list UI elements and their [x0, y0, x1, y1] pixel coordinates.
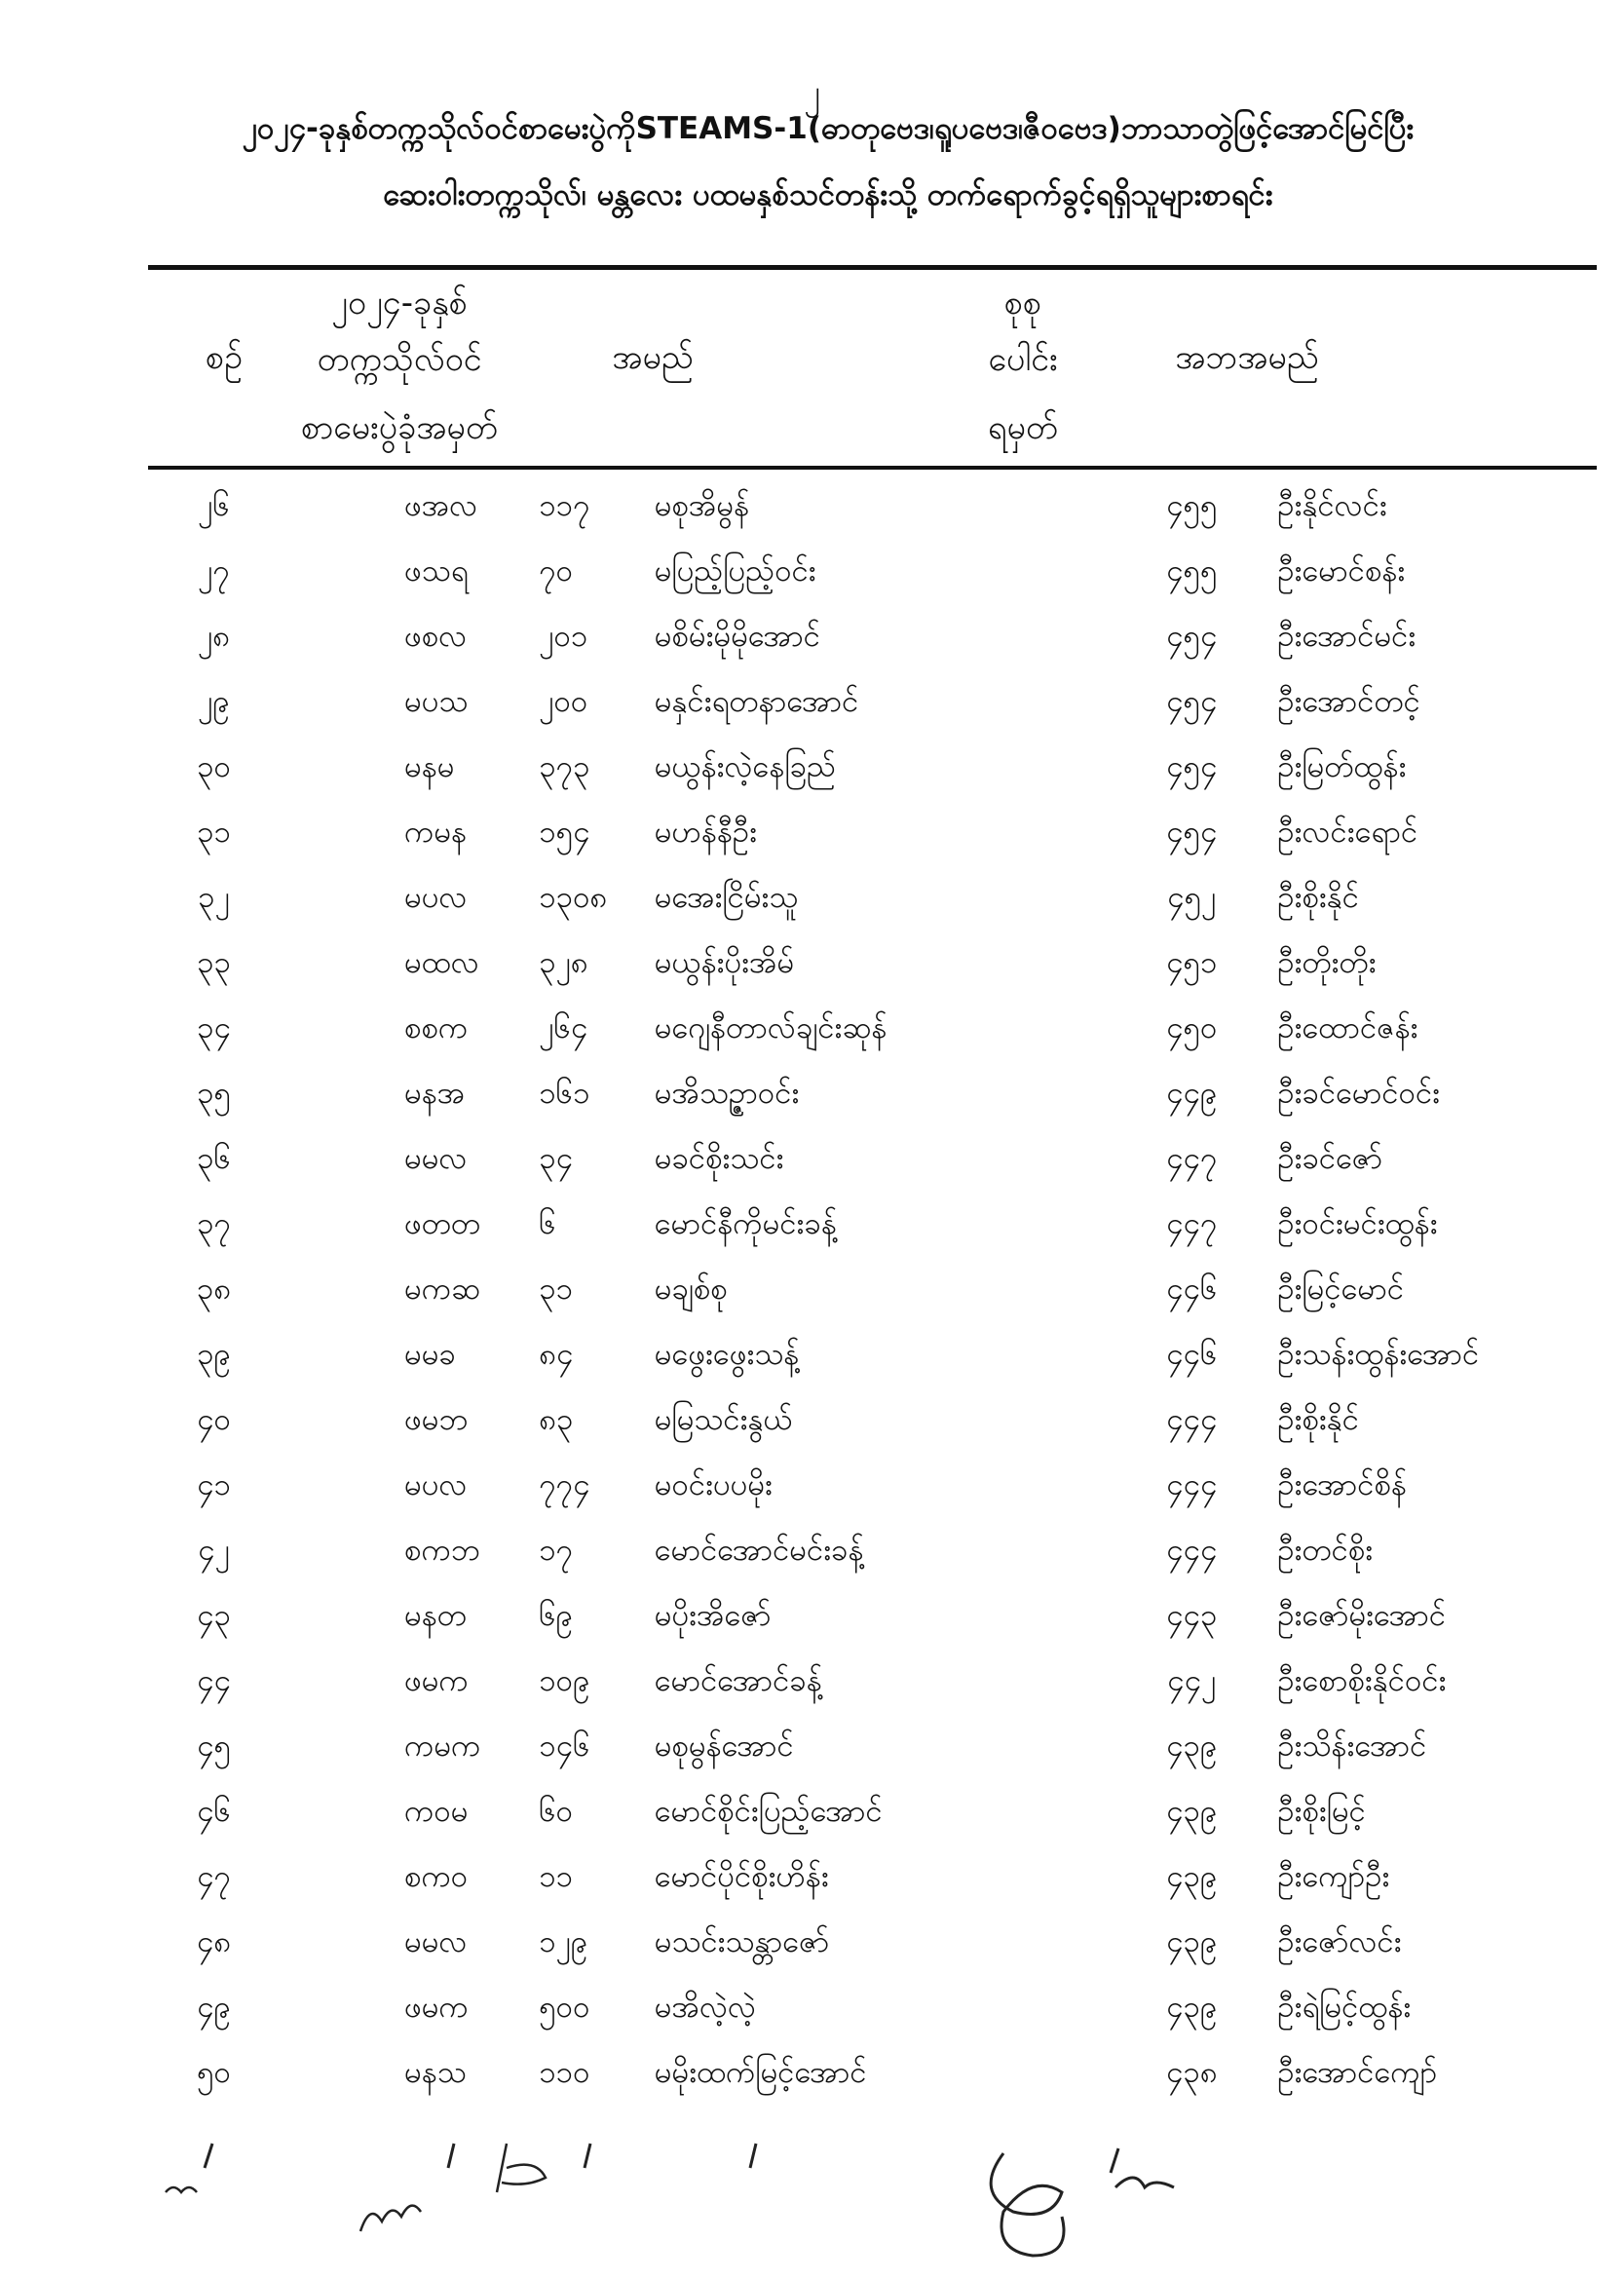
table-row: [148, 932, 1624, 998]
cell-name: မပိုးအိဇော်: [654, 1597, 772, 1633]
cell-name: မအိလဲ့လဲ့: [654, 1989, 757, 2025]
cell-code: စကဘ: [404, 1532, 480, 1568]
table-row: [148, 1324, 1624, 1389]
signature-1: [166, 2187, 197, 2192]
cell-father: ဦးအောင်မင်း: [1277, 618, 1416, 654]
cell-num: ၁၀၉: [539, 1662, 590, 1698]
cell-code: ဖမဘ: [404, 1401, 469, 1437]
cell-mark: ၄၅၅: [1166, 552, 1218, 589]
cell-no: ၃၁: [197, 814, 231, 850]
results-table: [148, 475, 1624, 2108]
cell-num: ၂၀၁: [539, 618, 588, 654]
cell-mark: ၄၃၉: [1166, 1858, 1218, 1894]
cell-code: မပလ: [404, 879, 468, 915]
table-row: [148, 1716, 1624, 1781]
cell-name: မောင်အောင်ခန့်: [654, 1662, 822, 1698]
cell-father: ဦးတင်စိုး: [1277, 1532, 1374, 1568]
cell-no: ၄၃: [197, 1597, 231, 1633]
cell-num: ၆၀: [539, 1793, 574, 1829]
cell-no: ၃၄: [197, 1009, 231, 1045]
cell-name: မဖွေးဖွေးသန့်: [654, 1336, 800, 1372]
table-row: [148, 1389, 1624, 1455]
cell-father: ဦးအောင်စိန်: [1277, 1466, 1407, 1502]
cell-num: ၁၆၁: [539, 1075, 590, 1111]
cell-no: ၃၀: [197, 748, 231, 784]
cell-father: ဦးနိုင်လင်း: [1277, 487, 1387, 523]
cell-code: မကဆ: [404, 1271, 481, 1307]
table-row: [148, 1194, 1624, 1259]
cell-code: မပလ: [404, 1466, 468, 1502]
cell-code: ကမန: [404, 814, 468, 850]
cell-mark: ၄၃၉: [1166, 1989, 1218, 2025]
initial-mark-4: [750, 2144, 756, 2168]
cell-code: မထလ: [404, 944, 479, 980]
table-row: [148, 998, 1624, 1063]
table-row: [148, 737, 1624, 802]
cell-code: စကဝ: [404, 1858, 469, 1894]
signature-marks: [156, 2124, 1227, 2260]
cell-no: ၄၄: [197, 1662, 231, 1698]
cell-code: မမခ: [404, 1336, 456, 1372]
cell-no: ၃၉: [197, 1336, 231, 1372]
cell-no: ၄၈: [196, 1923, 232, 1959]
cell-mark: ၄၄၇: [1166, 1205, 1218, 1241]
table-row: [148, 541, 1624, 606]
cell-mark: ၄၃၉: [1166, 1923, 1218, 1959]
cell-name: မဝင်းပပမိုး: [654, 1466, 773, 1502]
cell-num: ၁၁၇: [539, 487, 590, 523]
cell-code: ဖသရ: [404, 552, 469, 589]
cell-num: ၁၃၀၈: [539, 879, 608, 915]
cell-code: ကဝမ: [404, 1793, 469, 1829]
cell-no: ၃၂: [198, 879, 230, 915]
cell-name: မနှင်းရတနာအောင်: [654, 683, 859, 719]
cell-mark: ၄၅၄: [1166, 814, 1218, 850]
title-line-1: ၂၀၂၄-ခုနှစ်တက္ကသိုလ်ဝင်စာမေးပွဲကိုSTEAMS-1(ဓာတုဗေဒ၊ရူပဗေဒ၊ဇီဝဗေဒ)ဘာသာတွဲဖြင့်အောင်မြင်ပြီး: [242, 111, 1415, 146]
cell-num: ၇၀: [539, 552, 574, 589]
cell-num: ၃၇၃: [539, 748, 590, 784]
cell-num: ၁၄၆: [539, 1728, 590, 1764]
table-row: [148, 475, 1624, 541]
table-row: [148, 606, 1624, 671]
cell-no: ၄၇: [197, 1858, 231, 1894]
cell-no: ၃၅: [197, 1075, 231, 1111]
cell-father: ဦးအောင်ကျော်: [1277, 2054, 1438, 2090]
cell-code: မနမ: [404, 748, 455, 784]
cell-father: ဦးဝင်းမင်းထွန်း: [1277, 1205, 1438, 1241]
cell-num: ၁၇: [539, 1532, 574, 1568]
cell-code: ဖအလ: [404, 487, 478, 523]
table-row: [148, 1585, 1624, 1651]
cell-father: ဦးမောင်စန်း: [1277, 552, 1406, 589]
table-row: [148, 1520, 1624, 1585]
cell-father: ဦးသန်းထွန်းအောင်: [1277, 1336, 1480, 1372]
cell-mark: ၄၄၆: [1166, 1336, 1218, 1372]
cell-num: ၁၁: [539, 1858, 574, 1894]
cell-name: မယွန်းပိုးအိမ်: [654, 944, 795, 980]
cell-name: မောင်စိုင်းပြည့်အောင်: [654, 1793, 883, 1829]
cell-name: မပြည့်ပြည့်ဝင်း: [654, 552, 816, 589]
cell-code: မမလ: [404, 1923, 468, 1959]
cell-name: မခင်စိုးသင်း: [654, 1140, 784, 1176]
cell-num: ၆၉: [539, 1597, 574, 1633]
cell-father: ဦးသိန်းအောင်: [1277, 1728, 1427, 1764]
table-row: [148, 867, 1624, 932]
table-row: [148, 1455, 1624, 1520]
signature-2: [360, 2206, 421, 2231]
cell-name: မမြသင်းနွယ်: [654, 1401, 793, 1437]
cell-num: ၂၆၄: [539, 1009, 588, 1045]
cell-code: မနသ: [404, 2054, 467, 2090]
signature-3: [497, 2144, 546, 2192]
cell-no: ၃၃: [197, 944, 231, 980]
table-row: [148, 1977, 1624, 2042]
cell-code: မမလ: [404, 1140, 468, 1176]
header-father: အဘအမည်: [1175, 338, 1319, 377]
cell-num: ၁၅၄: [539, 814, 590, 850]
cell-mark: ၄၅၀: [1166, 1009, 1218, 1045]
cell-name: မချစ်စု: [654, 1271, 728, 1307]
cell-father: ဦးတိုးတိုး: [1277, 944, 1377, 980]
cell-code: မနတ: [404, 1597, 467, 1633]
cell-no: ၄၅: [197, 1728, 231, 1764]
cell-no: ၄၀: [197, 1401, 231, 1437]
table-top-rule: [148, 265, 1597, 270]
cell-code: ဖတတ: [404, 1205, 481, 1241]
table-row: [148, 1128, 1624, 1194]
header-exam-2: တက္ကသိုလ်ဝင်: [317, 340, 482, 379]
header-total-3: ရမှတ်: [987, 408, 1059, 447]
cell-father: ဦးကျော်ဦး: [1277, 1858, 1390, 1894]
header-total-2: ပေါင်း: [988, 340, 1058, 379]
cell-mark: ၄၄၄: [1166, 1401, 1218, 1437]
initial-mark-3: [585, 2144, 590, 2168]
page-number: ၂: [804, 73, 820, 112]
cell-father: ဦးခင်မောင်ဝင်း: [1277, 1075, 1441, 1111]
cell-mark: ၄၅၄: [1166, 748, 1218, 784]
cell-mark: ၄၃၉: [1166, 1728, 1218, 1764]
initial-mark-1: [205, 2144, 212, 2168]
cell-name: မဟန်နီဦး: [654, 814, 757, 850]
cell-mark: ၄၅၅: [1166, 487, 1218, 523]
cell-father: ဦးအောင်တင့်: [1277, 683, 1420, 719]
cell-father: ဦးထောင်ဇန်း: [1277, 1009, 1418, 1045]
cell-name: မစုမွန်အောင်: [654, 1728, 794, 1764]
cell-father: ဦးလင်းရောင်: [1277, 814, 1418, 850]
cell-mark: ၄၅၁: [1166, 944, 1218, 980]
table-row: [148, 2042, 1624, 2108]
cell-no: ၃၇: [197, 1205, 231, 1241]
cell-name: မောင်အောင်မင်းခန့်: [654, 1532, 864, 1568]
cell-code: ဖစလ: [404, 618, 468, 654]
cell-name: မောင်ပိုင်စိုးဟိန်း: [654, 1858, 829, 1894]
cell-name: မယွန်းလဲ့နေခြည်: [654, 748, 837, 784]
cell-mark: ၄၃၈: [1165, 2054, 1218, 2090]
cell-mark: ၄၄၄: [1166, 1466, 1218, 1502]
cell-num: ၆: [539, 1205, 556, 1241]
signature-4: [991, 2153, 1064, 2256]
table-row: [148, 1846, 1624, 1912]
cell-num: ၃၂၈: [539, 944, 588, 980]
table-row: [148, 802, 1624, 867]
cell-no: ၄၉: [197, 1989, 231, 2025]
cell-no: ၄၁: [197, 1466, 231, 1502]
cell-no: ၅၀: [197, 2054, 231, 2090]
cell-no: ၂၇: [198, 552, 230, 589]
table-row: [148, 1781, 1624, 1846]
cell-father: ဦးမြင့်မောင်: [1277, 1271, 1405, 1307]
cell-name: မစိမ်းမိုမိုအောင်: [654, 618, 820, 654]
cell-no: ၃၆: [197, 1140, 231, 1176]
cell-no: ၃၈: [196, 1271, 232, 1307]
header-no: စဉ်: [206, 338, 243, 377]
cell-name: မမိုးထက်မြင့်အောင်: [654, 2054, 867, 2090]
header-total-1: စုစု: [1003, 284, 1042, 323]
cell-num: ၃၄: [539, 1140, 574, 1176]
initial-mark-2: [448, 2144, 454, 2168]
cell-mark: ၄၅၄: [1166, 683, 1218, 719]
cell-code: ဖမက: [404, 1662, 469, 1698]
table-row: [148, 671, 1624, 737]
cell-mark: ၄၅၂: [1167, 879, 1217, 915]
cell-no: ၂၆: [198, 487, 230, 523]
cell-father: ဦးဇော်လင်း: [1277, 1923, 1402, 1959]
cell-mark: ၄၅၄: [1166, 618, 1218, 654]
table-row: [148, 1912, 1624, 1977]
cell-mark: ၄၃၉: [1166, 1793, 1218, 1829]
cell-num: ၁၂၉: [539, 1923, 588, 1959]
cell-code: ဖမက: [404, 1989, 469, 2025]
cell-num: ၈၃: [539, 1401, 574, 1437]
cell-name: မစုအိမွန်: [654, 487, 750, 523]
cell-mark: ၄၄၄: [1166, 1532, 1218, 1568]
cell-code: မနအ: [404, 1075, 466, 1111]
header-exam-3: စာမေးပွဲခုံအမှတ်: [301, 408, 498, 447]
cell-name: မဂျေနီတာလ်ချင်းဆုန်: [654, 1009, 888, 1045]
cell-num: ၃၁: [539, 1271, 574, 1307]
cell-father: ဦးမြတ်ထွန်း: [1277, 748, 1407, 784]
cell-name: မသင်းသန္တာဇော်: [654, 1923, 830, 1959]
cell-mark: ၄၄၆: [1166, 1271, 1218, 1307]
cell-num: ၈၄: [539, 1336, 574, 1372]
header-name: အမည်: [612, 338, 694, 377]
cell-mark: ၄၄၃: [1166, 1597, 1218, 1633]
cell-no: ၂၉: [198, 683, 230, 719]
cell-mark: ၄၄၇: [1166, 1140, 1218, 1176]
cell-father: ဦးဇော်မိုးအောင်: [1277, 1597, 1447, 1633]
cell-father: ဦးစိုးနိုင်: [1277, 1401, 1359, 1437]
cell-mark: ၄၄၉: [1166, 1075, 1218, 1111]
title-line-2: ဆေးဝါးတက္ကသိုလ်၊ မန္တလေး ပထမနှစ်သင်တန်းသို့ တက်ရောက်ခွင့်ရရှိသူများစာရင်း: [383, 177, 1273, 212]
cell-father: ဦးရဲမြင့်ထွန်း: [1277, 1989, 1412, 2025]
cell-father: ဦးစိုးမြင့်: [1277, 1793, 1366, 1829]
cell-name: မောင်နီကိုမင်းခန့်: [654, 1205, 837, 1241]
cell-no: ၄၆: [197, 1793, 231, 1829]
cell-num: ၅၀၀: [539, 1989, 590, 2025]
cell-num: ၁၁၀: [539, 2054, 590, 2090]
cell-father: ဦးခင်ဇော်: [1277, 1140, 1383, 1176]
table-row: [148, 1651, 1624, 1716]
cell-code: စစက: [404, 1009, 469, 1045]
cell-code: ကမက: [404, 1728, 481, 1764]
table-header-rule: [148, 466, 1597, 470]
table-row: [148, 1063, 1624, 1128]
cell-num: ၇၇၄: [539, 1466, 590, 1502]
cell-mark: ၄၄၂: [1167, 1662, 1217, 1698]
cell-father: ဦးစိုးနိုင်: [1277, 879, 1359, 915]
cell-num: ၂၀၀: [539, 683, 588, 719]
cell-no: ၄၂: [198, 1532, 230, 1568]
cell-father: ဦးစောစိုးနိုင်ဝင်း: [1277, 1662, 1447, 1698]
cell-name: မအိသဉ္ဇာဝင်း: [654, 1075, 800, 1111]
signature-5: [1111, 2148, 1174, 2187]
table-row: [148, 1259, 1624, 1324]
cell-no: ၂၈: [198, 618, 230, 654]
header-exam-1: ၂၀၂၄-ခုနှစ်: [331, 284, 468, 323]
cell-code: မပသ: [404, 683, 469, 719]
cell-name: မအေးငြိမ်းသူ: [654, 879, 799, 915]
